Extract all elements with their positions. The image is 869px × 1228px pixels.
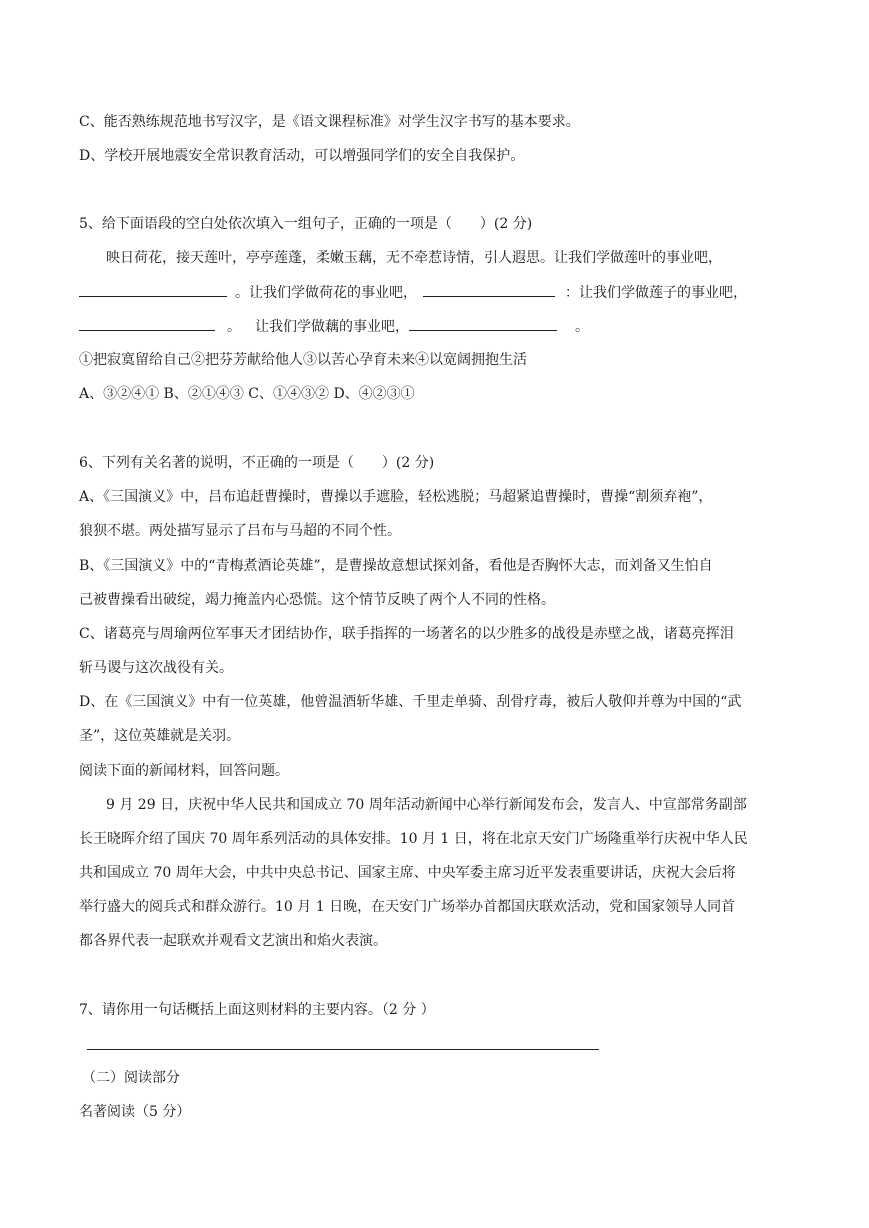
q6-option-c-line-1: C、诸葛亮与周瑜两位军事天才团结协作，联手指挥的一场著名的以少胜多的战役是赤壁之战，诸葛亮挥泪 — [79, 626, 734, 642]
news-line-4: 举行盛大的阅兵式和群众游行。10 月 1 日晚，在天安门广场举办首都国庆联欢活动，党和国家领导人同首 — [79, 899, 736, 915]
news-intro: 阅读下面的新闻材料，回答问题。 — [79, 763, 289, 779]
fill-blank-4[interactable] — [409, 316, 557, 331]
blank-suffix-1: 。让我们学做荷花的事业吧， — [235, 285, 417, 301]
fill-blank-1[interactable] — [79, 282, 227, 297]
q5-paragraph-line-1: 映日荷花，接天莲叶，亭亭莲蓬，柔嫩玉藕，无不牵惹诗情，引人遐思。让我们学做莲叶的事业吧， — [106, 250, 722, 266]
q6-option-d-line-2: 圣”，这位英雄就是关羽。 — [79, 728, 241, 744]
subsection-heading: 名著阅读（5 分） — [79, 1104, 191, 1120]
q6-option-a-line-1: A、《三国演义》中，吕布追赶曹操时，曹操以手遮脸，轻松逃脱；马超紧追曹操时，曹操“割须弃袍”， — [79, 489, 713, 505]
news-line-5: 都各界代表一起联欢并观看文艺演出和焰火表演。 — [79, 933, 387, 949]
q6-option-b-line-2: 己被曹操看出破绽，竭力掩盖内心恐慌。这个情节反映了两个人不同的性格。 — [79, 592, 555, 608]
news-line-3: 共和国成立 70 周年大会，中共中央总书记、国家主席、中央军委主席习近平发表重要讲话，庆祝大会后将 — [79, 865, 736, 881]
q6-option-c-line-2: 斩马谡与这次战役有关。 — [79, 660, 233, 676]
blank-suffix-4: 让我们学做藕的事业吧， — [255, 319, 409, 335]
blank-suffix-5: 。 — [575, 319, 589, 335]
q5-choices: A、③②④① B、②①④③ C、①④③② D、④②③① — [79, 386, 415, 402]
blank-suffix-3: 。 — [227, 319, 241, 335]
q5-paragraph-line-3 — [79, 316, 589, 337]
q6-option-a-line-2: 狼狈不堪。两处描写显示了吕布与马超的不同个性。 — [79, 523, 401, 539]
q4-option-c: C、能否熟练规范地书写汉字，是《语文课程标准》对学生汉字书写的基本要求。 — [79, 114, 580, 130]
q5-sentences: ①把寂寞留给自己②把芬芳献给他人③以苦心孕育未来④以宽阔拥抱生活 — [79, 352, 527, 368]
q5-stem: 5、给下面语段的空白处依次填入一组句子，正确的一项是（ ）(2 分) — [79, 216, 533, 232]
q7-stem: 7、请你用一句话概括上面这则材料的主要内容。（2 分 ） — [79, 1002, 435, 1018]
q6-option-b-line-1: B、《三国演义》中的“青梅煮酒论英雄”，是曹操故意想试探刘备，看他是否胸怀大志，而刘备又生怕自 — [79, 558, 713, 574]
blank-suffix-2: ：让我们学做莲子的事业吧， — [565, 285, 747, 301]
q7-answer-line[interactable] — [87, 1049, 599, 1050]
q4-option-d: D、学校开展地震安全常识教育活动，可以增强同学们的安全自我保护。 — [79, 148, 525, 164]
news-line-1: 9 月 29 日，庆祝中华人民共和国成立 70 周年活动新闻中心举行新闻发布会，发言人、中宣部常务副部 — [106, 797, 747, 813]
q6-stem: 6、下列有关名著的说明，不正确的一项是（ ）(2 分) — [79, 455, 435, 471]
news-line-2: 长王晓晖介绍了国庆 70 周年系列活动的具体安排。10 月 1 日，将在北京天安门广场隆重举行庆祝中华人民 — [79, 831, 748, 847]
q5-paragraph-line-2 — [79, 282, 747, 303]
fill-blank-2[interactable] — [423, 282, 555, 297]
section-heading: （二）阅读部分 — [82, 1070, 180, 1086]
q6-option-d-line-1: D、在《三国演义》中有一位英雄，他曾温酒斩华雄、千里走单骑、刮骨疗毒，被后人敬仰并尊为中国的“武 — [79, 694, 742, 710]
fill-blank-3[interactable] — [79, 316, 215, 331]
